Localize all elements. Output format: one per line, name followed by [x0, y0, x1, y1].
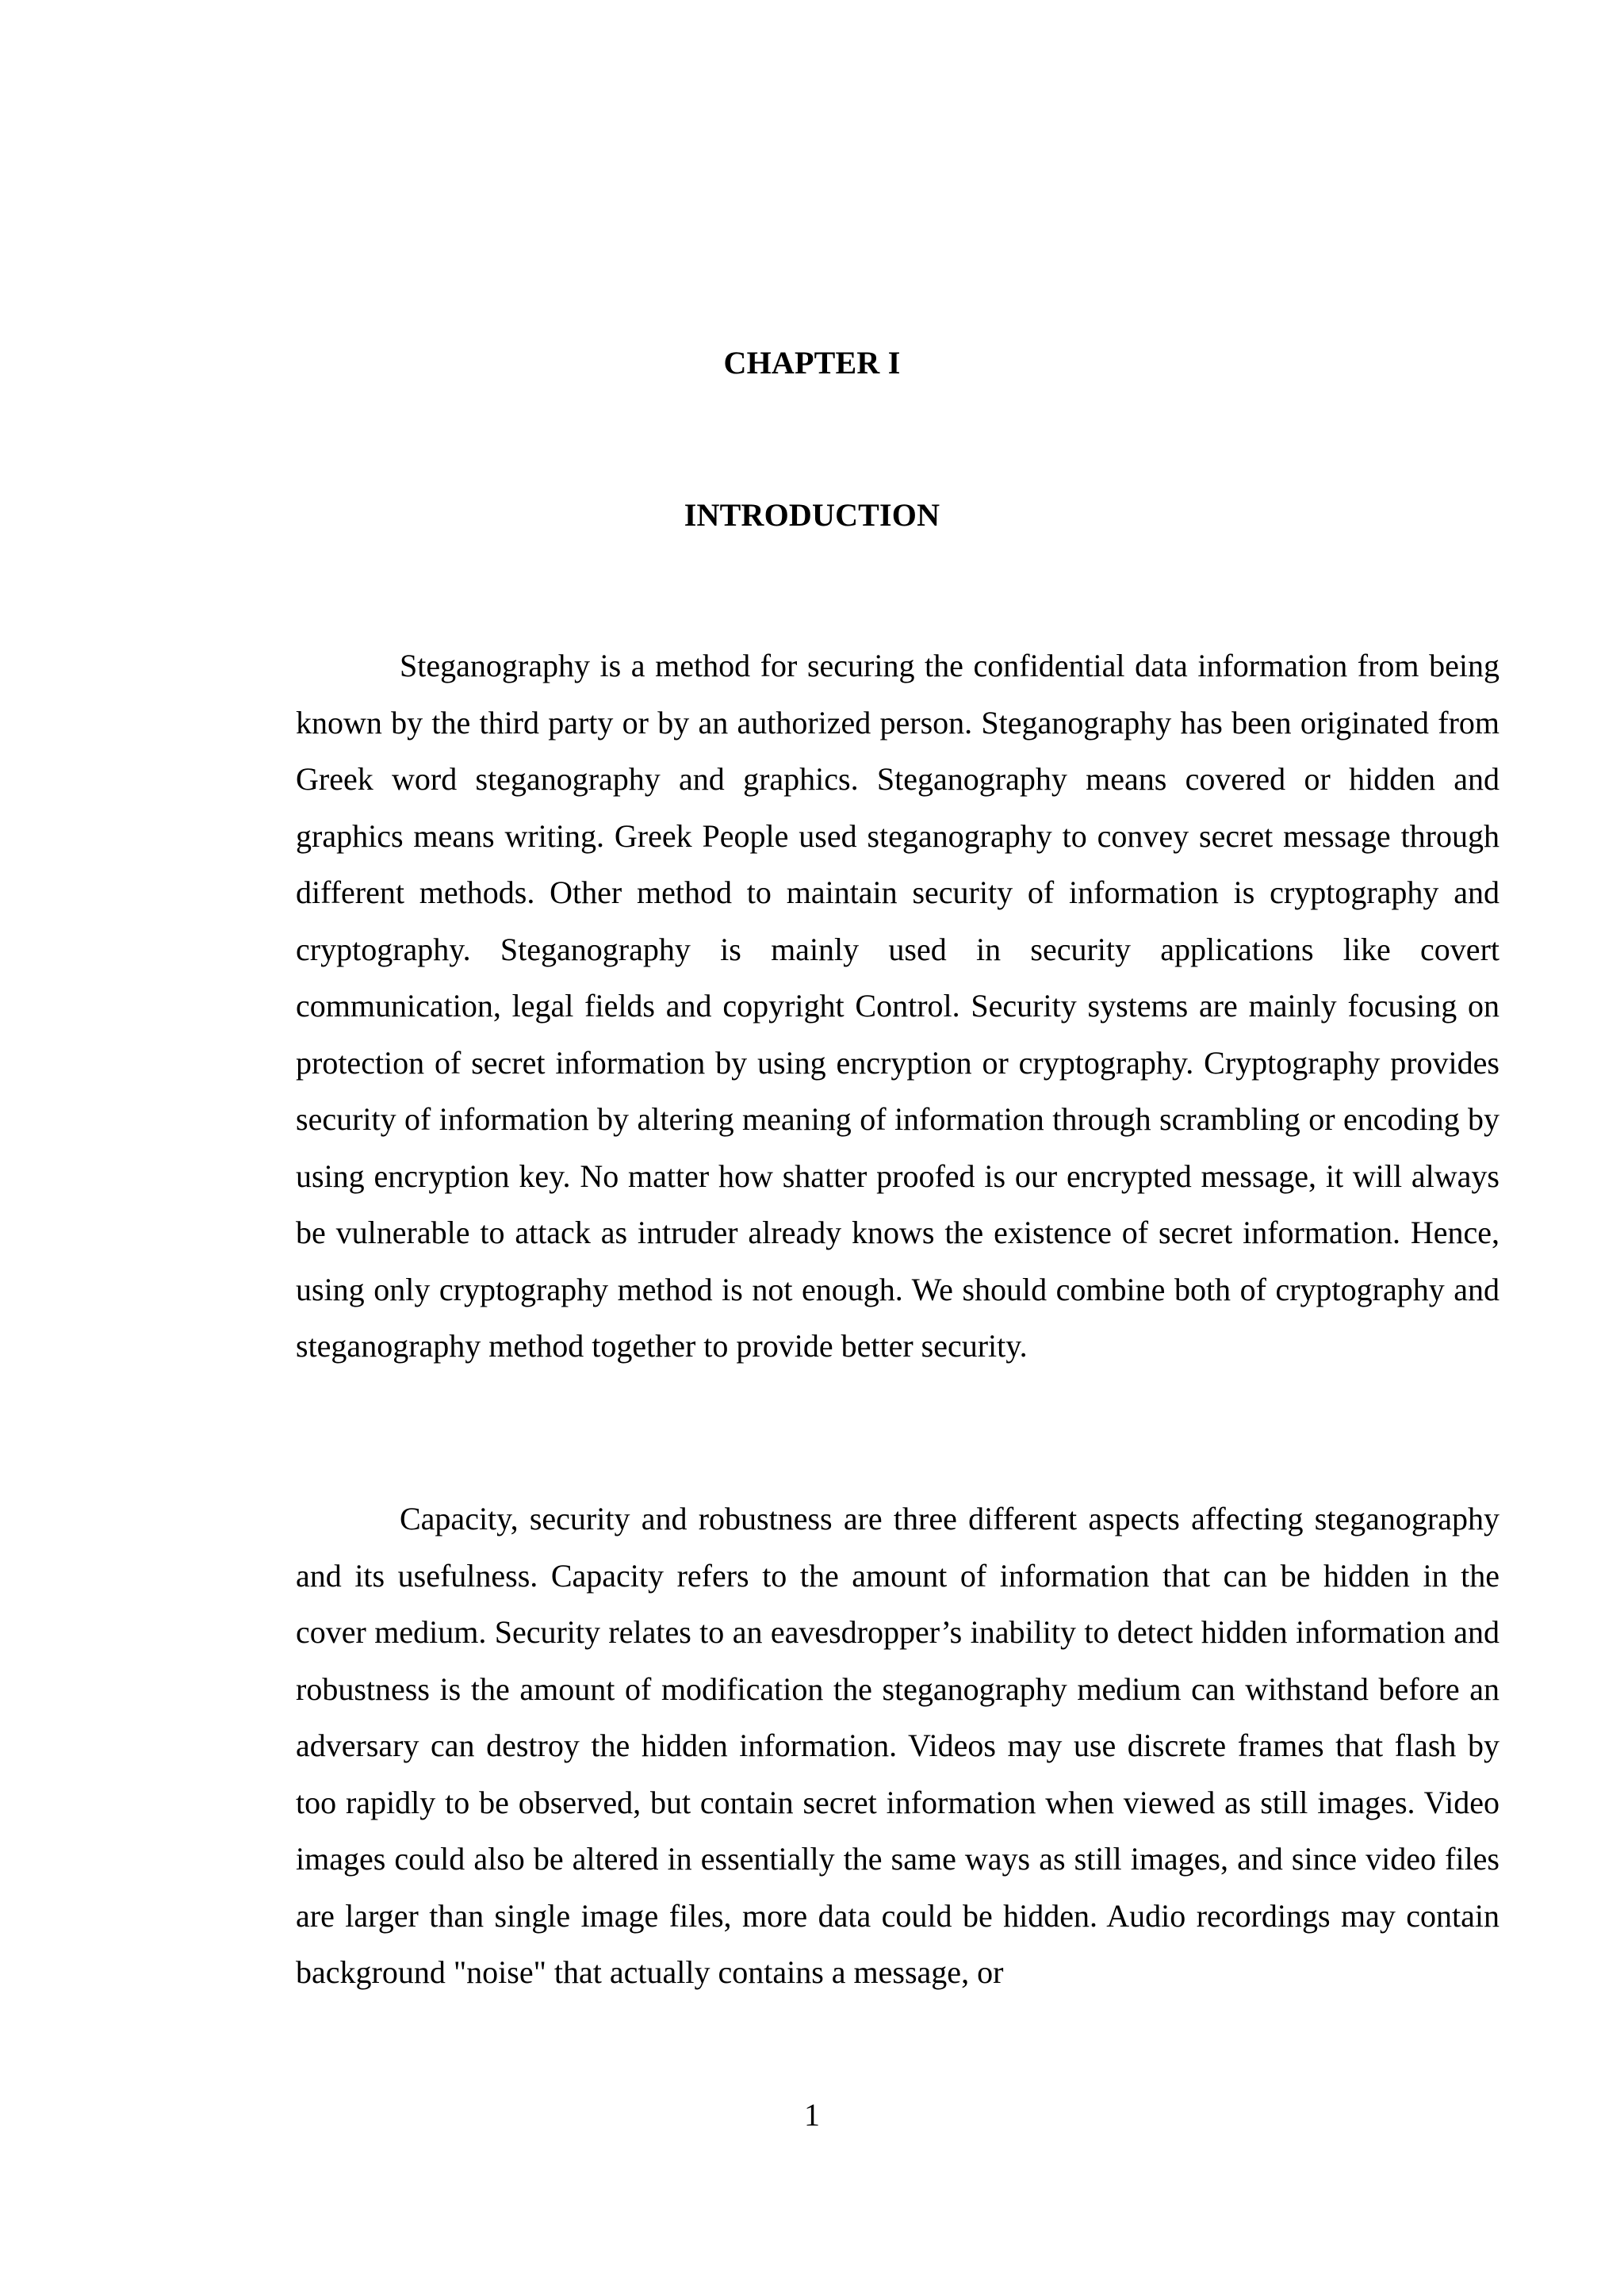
page-number: 1: [804, 2097, 820, 2133]
chapter-label: CHAPTER I: [723, 345, 901, 381]
chapter-title: INTRODUCTION: [684, 497, 940, 533]
body-paragraph-1: Steganography is a method for securing the confidential data information from being known by the third party or by an authorized person. Steganography has been originated from Greek word steganography and graphics. Steganography means covered or hidden and graphics means writing. Greek People used steganography to convey secret message through different methods. Other method to maintain security of information is cryptography and cryptography. Steganography is mainly used in security applications like covert communication, legal fields and copyright Control. Security systems are mainly focusing on protection of secret information by using encryption or cryptography. Cryptography provides security of information by altering meaning of information through scrambling or encoding by using encryption key. No matter how shatter proofed is our encrypted message, it will always be vulnerable to attack as intruder already knows the existence of secret information. Hence, using only cryptography method is not enough. We should combine both of cryptography and steganography method together to provide better security.: [296, 648, 1500, 1364]
body-paragraph-2: Capacity, security and robustness are three different aspects affecting steganography and its usefulness. Capacity refers to the amount of information that can be hidden in the cover medium. Security relates to an eavesdropper’s inability to detect hidden information and robustness is the amount of modification the steganography medium can withstand before an adversary can destroy the hidden information. Videos may use discrete frames that flash by too rapidly to be observed, but contain secret information when viewed as still images. Video images could also be altered in essentially the same ways as still images, and since video files are larger than single image files, more data could be hidden. Audio recordings may contain background "noise" that actually contains a message, or: [296, 1501, 1500, 1990]
